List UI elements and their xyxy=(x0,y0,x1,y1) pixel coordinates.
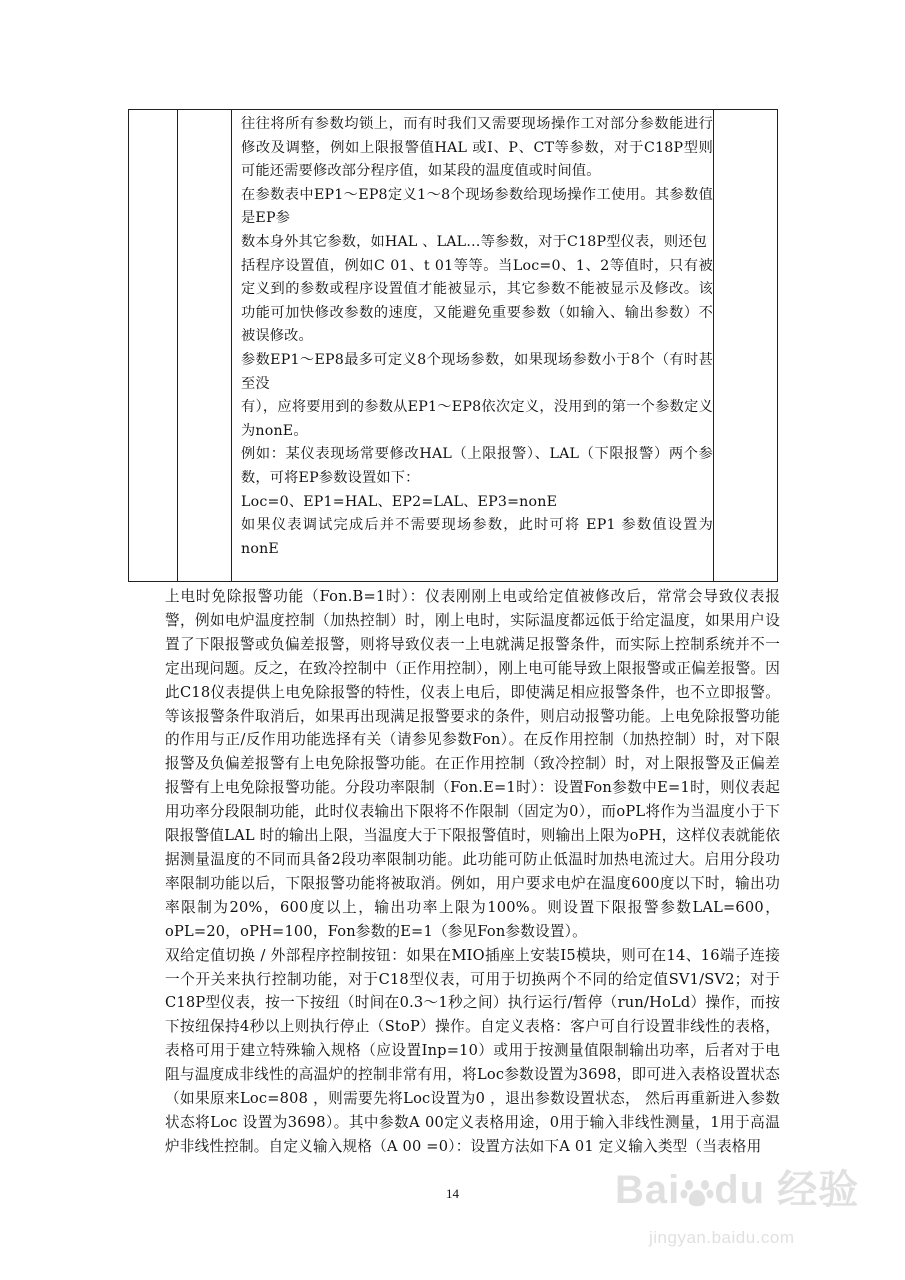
table-cell-paragraph: 参数EP1～EP8最多可定义8个现场参数，如果现场参数小于8个（有时甚至没 xyxy=(241,351,713,392)
table-cell-paragraph: 在参数表中EP1～EP8定义1～8个现场参数给现场操作工使用。其参数值是EP参 xyxy=(241,186,713,227)
watermark-brand-right: du 经验 xyxy=(714,1168,860,1212)
table-cell-paragraph: 往往将所有参数均锁上，而有时我们又需要现场操作工对部分参数能进行修改及调整，例如上限报警值HAL 或I、P、CT等参数，对于C18P型则可能还需要修改部分程序值，如某段的温度值或时间值。 xyxy=(241,116,713,180)
baidu-jingyan-watermark xyxy=(615,1158,885,1268)
table-description-cell xyxy=(241,113,713,561)
table-cell-paragraph: 例如：某仪表现场常要修改HAL（上限报警）、LAL（下限报警）两个参数，可将EP参数设置如下： xyxy=(241,446,713,486)
table-cell-paragraph: Loc=0、EP1=HAL、EP2=LAL、EP3=nonE xyxy=(241,493,558,510)
table-column-divider xyxy=(713,110,714,581)
body-paragraph-power-on-alarm: 上电时免除报警功能（Fon.B=1时）：仪表刚刚上电或给定值被修改后，常常会导致仪表报警，例如电炉温度控制（加热控制）时，刚上电时，实际温度都远低于给定温度，如果用户设置了下限报警或负偏差报警，则将导致仪表一上电就满足报警条件，而实际上控制系统并不一定出现问题。反之，在致冷控制中（正作用控制），刚上电可能导致上限报警或正偏差报警。因此C18仪表提供上电免除报警的特性，仪表上电后，即使满足相应报警条件，也不立即报警。等该报警条件取消后，如果再出现满足报警要求的条件，则启动报警功能。上电免除报警功能的作用与正/反作用功能选择有关（请参见参数Fon）。在反作用控制（加热控制）时，对下限报警及负偏差报警有上电免除报警功能。在正作用控制（致冷控制）时，对上限报警及正偏差报警有上电免除报警功能。分段功率限制（Fon.E=1时）：设置Fon参数中E=1时，则仪表起用功率分段限制功能，此时仪表输出下限将不作限制（固定为0），而oPL将作为当温度小于下限报警值LAL 时的输出上限，当温度大于下限报警值时，则输出上限为oPH，这样仪表就能依据测量温度的不同而具备2段功率限制功能。此功能可防止低温时加热电流过大。启用分段功率限制功能以后，下限报警功能将被取消。例如，用户要求电炉在温度600度以下时，输出功率限制为20%，600度以上，输出功率上限为100%。则设置下限报警参数LAL=600，oPL=20，oPH=100，Fon参数的E=1（参见Fon参数设置）。 xyxy=(165,588,780,940)
table-cell-paragraph: 如果仪表调试完成后并不需要现场参数，此时可将 EP1 参数值设置为 nonE xyxy=(241,517,713,557)
table-cell-paragraph: 括程序设置值，例如C 01、t 01等等。当Loc=0、1、2等值时，只有被定义到的参数或程序设置值才能被显示，其它参数不能被显示及修改。该功能可加快修改参数的速度，又能避免重要参数（如输入、输出参数）不被误修改。 xyxy=(241,257,713,345)
watermark-logo xyxy=(615,1158,859,1215)
table-cell-paragraph: 有），应将要用到的参数从EP1～EP8依次定义，没用到的第一个参数定义为nonE。 xyxy=(241,399,713,439)
watermark-url: jingyan.baidu.com xyxy=(649,1228,795,1247)
paw-icon xyxy=(680,1175,714,1209)
table-cell-paragraph: 数本身外其它参数，如HAL 、LAL…等参数，对于C18P型仪表，则还包 xyxy=(241,233,707,250)
watermark-brand-left: Bai xyxy=(615,1168,681,1212)
parameter-table xyxy=(128,109,778,582)
page-number: 14 xyxy=(446,1186,459,1201)
body-text xyxy=(165,585,780,1159)
table-column-divider xyxy=(231,110,232,581)
table-column-divider xyxy=(177,110,178,581)
body-paragraph-dual-setpoint: 双给定值切换 / 外部程序控制按钮：如果在MIO插座上安装I5模块，则可在14、16端子连接一个开关来执行控制功能，对于C18型仪表，可用于切换两个不同的给定值SV1/SV2；对于C18P型仪表，按一下按纽（时间在0.3～1秒之间）执行运行/暂停（run/HoLd）操作，而按下按纽保持4秒以上则执行停止（StoP）操作。自定义表格：客户可自行设置非线性的表格，表格可用于建立特殊输入规格（应设置Inp=10）或用于按测量值限制输出功率，后者对于电阻与温度成非线性的高温炉的控制非常有用，将Loc参数设置为3698，即可进入表格设置状态（如果原来Loc=808 ，则需要先将Loc设置为0 ，退出参数设置状态， 然后再重新进入参数状态将Loc 设置为3698）。其中参数A 00定义表格用途，0用于输入非线性测量，1用于高温炉非线性控制。自定义输入规格（A 00 =0）：设置方法如下A 01 定义输入类型（当表格用 xyxy=(165,946,780,1155)
